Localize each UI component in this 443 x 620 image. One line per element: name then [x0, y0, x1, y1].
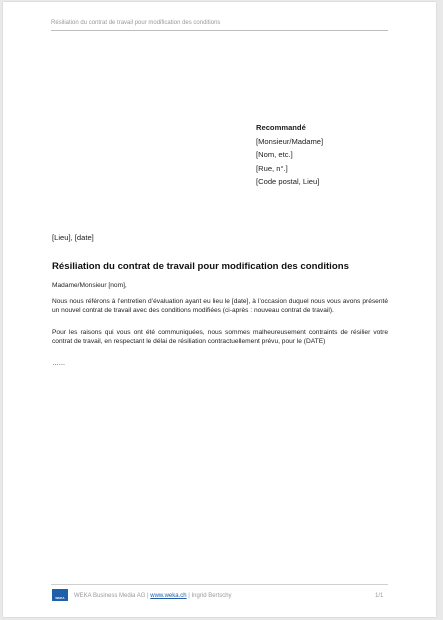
footer-text [74, 593, 232, 599]
letter-paragraph-1: Nous nous référons à l’entretien d’évaluation ayant eu lieu le [date], à l’occasion duquel nous vous avons présenté un nouvel contrat de travail avec des conditions modifiées (ci-après : nouveau contrat de travail). [52, 298, 388, 315]
registered-mail-label: Recommandé [256, 123, 306, 132]
letter-salutation: Madame/Monsieur [nom], [52, 282, 127, 289]
letter-continuation: …… [52, 360, 66, 367]
weka-logo-text: WEKA [55, 596, 65, 600]
recipient-name: [Nom, etc.] [256, 150, 293, 159]
weka-logo [52, 589, 68, 601]
footer-author: | Ingrid Bertschy [186, 593, 232, 599]
page-header-title: Résiliation du contrat de travail pour modification des conditions [51, 20, 221, 26]
place-date: [Lieu], [date] [52, 233, 94, 242]
letter-paragraph-2: Pour les raisons qui vous ont été communiquées, nous sommes malheureusement contraints de résilier votre contrat de travail, en respectant le délai de résiliation contractuellement prévu, pour le (DATE) [52, 329, 388, 346]
recipient-address-block [256, 121, 323, 189]
footer-website-link[interactable]: www.weka.ch [150, 593, 187, 599]
footer-divider [51, 584, 388, 585]
recipient-salutation: [Monsieur/Madame] [256, 136, 324, 146]
page-number: 1/1 [375, 593, 384, 599]
footer-company: WEKA Business Media AG | [74, 593, 151, 599]
header-divider [51, 30, 388, 31]
document-page [3, 2, 436, 617]
recipient-street: [Rue, n°.] [256, 163, 288, 173]
letter-title: Résiliation du contrat de travail pour modification des conditions [52, 261, 349, 272]
recipient-city: [Code postal, Lieu] [256, 177, 320, 186]
